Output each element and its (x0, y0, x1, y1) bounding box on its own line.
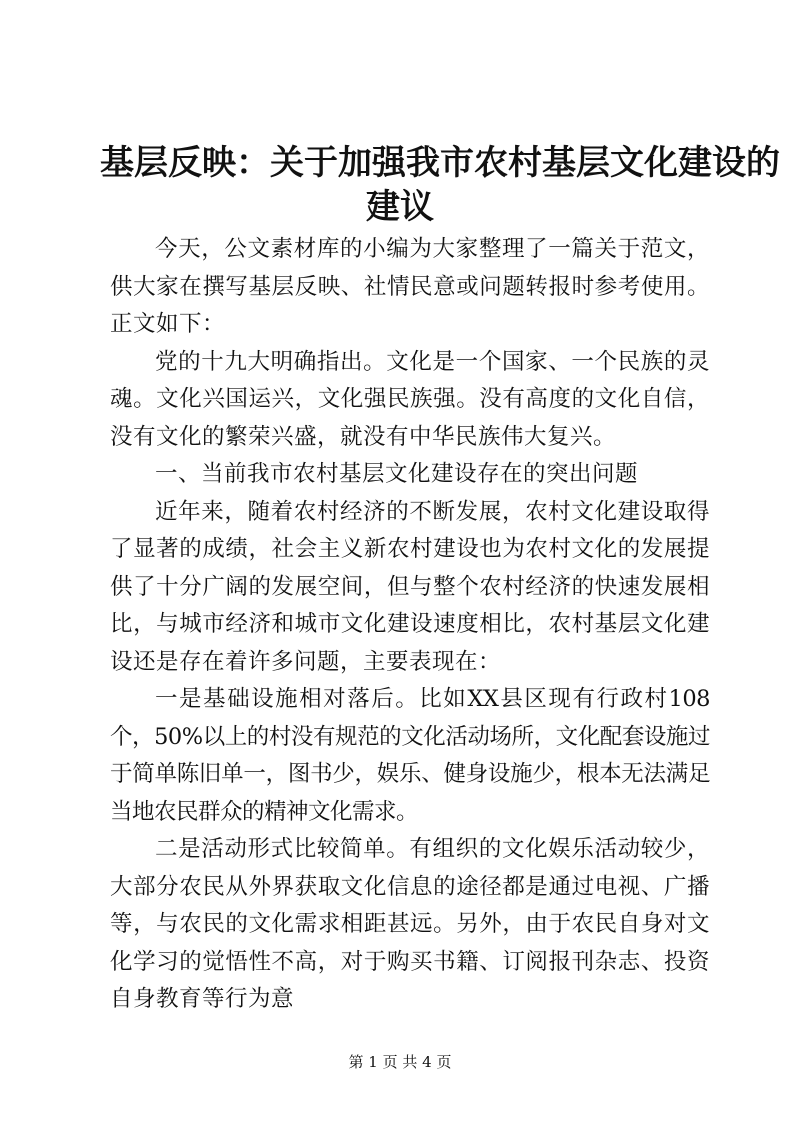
paragraph-issue-1: 一是基础设施相对落后。比如XX县区现有行政村108个，50%以上的村没有规范的文化活动场所，文化配套设施过于简单陈旧单一，图书少，娱乐、健身设施少，根本无法满足当地农民群众的精神文化需求。 (110, 686, 710, 825)
section-heading-1: 一、当前我市农村基层文化建设存在的突出问题 (155, 461, 639, 487)
paragraph-congress: 党的十九大明确指出。文化是一个国家、一个民族的灵魂。文化兴国运兴，文化强民族强。没有高度的文化自信，没有文化的繁荣兴盛，就没有中华民族伟大复兴。 (110, 348, 710, 450)
paragraph-issue-2: 二是活动形式比较简单。有组织的文化娱乐活动较少，大部分农民从外界获取文化信息的途径都是通过电视、广播等，与农民的文化需求相距甚远。另外，由于农民自身对文化学习的觉悟性不高，对于购买书籍、订阅报刊杂志、投资自身教育等行为意 (110, 836, 710, 1012)
paragraph-recent-years: 近年来，随着农村经济的不断发展，农村文化建设取得了显著的成绩，社会主义新农村建设也为农村文化的发展提供了十分广阔的发展空间，但与整个农村经济的快速发展相比，与城市经济和城市文化建设速度相比，农村基层文化建设还是存在着许多问题，主要表现在： (110, 498, 710, 675)
document-title-line-1: 基层反映：关于加强我市农村基层文化建设的 (100, 143, 780, 183)
page-footer: 第 1 页 共 4 页 (348, 1053, 452, 1071)
document-body (110, 231, 710, 1019)
paragraph-intro: 今天，公文素材库的小编为大家整理了一篇关于范文，供大家在撰写基层反映、社情民意或问题转报时参考使用。正文如下： (110, 236, 710, 337)
document-title-line-2: 建议 (366, 187, 434, 227)
